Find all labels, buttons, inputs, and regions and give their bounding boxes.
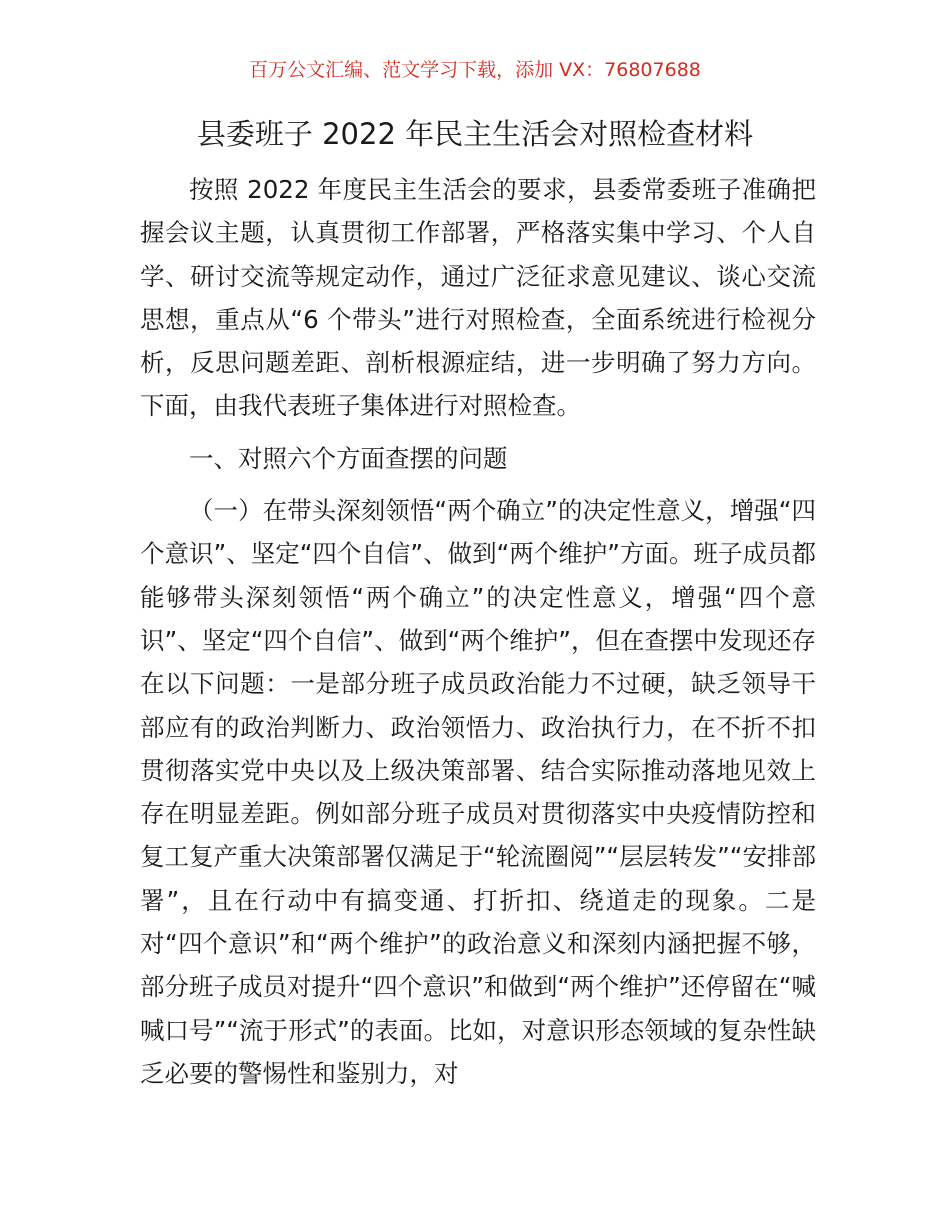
document-title: 县委班子 2022 年民主生活会对照检查材料 <box>196 117 754 151</box>
paragraph-section-1-1: （一）在带头深刻领悟“两个确立”的决定性意义，增强“四个意识”、坚定“四个自信”、做到“两个维护”方面。班子成员都能够带头深刻领悟“两个确立”的决定性意义，增强“四个意识”、坚定“四个自信”、做到“两个维护”，但在查摆中发现还存在以下问题：一是部分班子成员政治能力不过硬，缺乏领导干部应有的政治判断力、政治领悟力、政治执行力，在不折不扣贯彻落实党中央以及上级决策部署、结合实际推动落地见效上存在明显差距。例如部分班子成员对贯彻落实中央疫情防控和复工复产重大决策部署仅满足于“轮流圈阅”“层层转发”“安排部署”，且在行动中有搞变通、打折扣、绕道走的现象。二是对“四个意识”和“两个维护”的政治意义和深刻内涵把握不够，部分班子成员对提升“四个意识”和做到“两个维护”还停留在“喊喊口号”“流于形式”的表面。比如，对意识形态领域的复杂性缺乏必要的警惕性和鉴别力，对 <box>140 496 816 1088</box>
document-body <box>140 168 816 1095</box>
header-watermark-text: 百万公文汇编、范文学习下载，添加 VX：76807688 <box>249 59 701 81</box>
section-heading-1: 一、对照六个方面查摆的问题 <box>189 443 508 473</box>
paragraph-intro: 按照 2022 年度民主生活会的要求，县委常委班子准确把握会议主题，认真贯彻工作部署，严格落实集中学习、个人自学、研讨交流等规定动作，通过广泛征求意见建议、谈心交流思想，重点从“6 个带头”进行对照检查，全面系统进行检视分析，反思问题差距、剖析根源症结，进一步明确了努力方向。下面，由我代表班子集体进行对照检查。 <box>140 175 816 421</box>
